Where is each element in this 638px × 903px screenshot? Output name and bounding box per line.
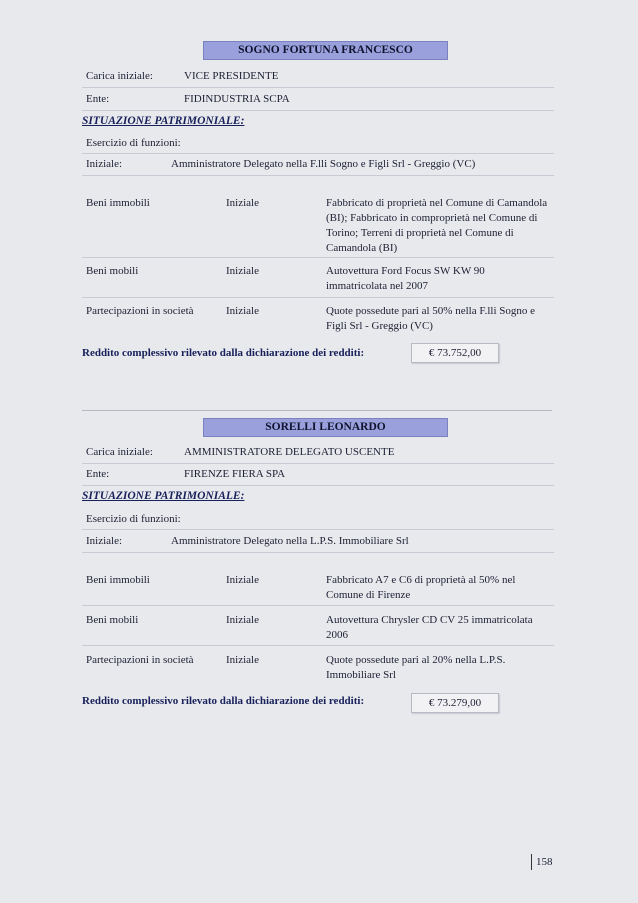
reddito-label: Reddito complessivo rilevato dalla dichiarazione dei redditi: [82, 347, 365, 359]
partecipazioni-tipo: Iniziale [226, 305, 259, 317]
beni-immobili-label: Beni immobili [86, 574, 150, 586]
section-divider [82, 410, 552, 411]
beni-immobili-tipo: Iniziale [226, 197, 259, 209]
situazione-title: SITUAZIONE PATRIMONIALE: [82, 490, 245, 502]
carica-value: VICE PRESIDENTE [184, 70, 279, 82]
partecipazioni-label: Partecipazioni in società [86, 654, 194, 666]
beni-immobili-value: Fabbricato di proprietà nel Comune di Camandola (BI); Fabbricato in comproprietà nel Comune di Torino; Terreni di proprietà nel Comune di Camandola (BI) [326, 197, 548, 254]
ente-value: FIDINDUSTRIA SCPA [184, 93, 290, 105]
row-divider [82, 297, 554, 298]
partecipazioni-tipo: Iniziale [226, 654, 259, 666]
iniziale-value: Amministratore Delegato nella L.P.S. Immobiliare Srl [171, 535, 409, 547]
ente-label: Ente: [86, 93, 110, 105]
beni-mobili-tipo: Iniziale [226, 614, 259, 626]
partecipazioni-label: Partecipazioni in società [86, 305, 194, 317]
esercizio-label: Esercizio di funzioni: [86, 513, 181, 525]
reddito-label: Reddito complessivo rilevato dalla dichiarazione dei redditi: [82, 695, 365, 707]
row-divider [82, 175, 554, 176]
row-divider [82, 605, 554, 606]
row-divider [82, 153, 554, 154]
row-divider [82, 529, 554, 530]
person-name-header: SOGNO FORTUNA FRANCESCO [203, 41, 448, 60]
beni-immobili-tipo: Iniziale [226, 574, 259, 586]
row-divider [82, 463, 554, 464]
beni-mobili-value: Autovettura Chrysler CD CV 25 immatricolata 2006 [326, 614, 533, 641]
row-divider [82, 645, 554, 646]
beni-immobili-label: Beni immobili [86, 197, 150, 209]
beni-mobili-tipo: Iniziale [226, 265, 259, 277]
iniziale-label: Iniziale: [86, 158, 123, 170]
carica-value: AMMINISTRATORE DELEGATO USCENTE [184, 446, 395, 458]
person-name-header: SORELLI LEONARDO [203, 418, 448, 437]
beni-immobili-value: Fabbricato A7 e C6 di proprietà al 50% nel Comune di Firenze [326, 574, 516, 601]
beni-mobili-label: Beni mobili [86, 265, 139, 277]
row-divider [82, 485, 554, 486]
beni-mobili-label: Beni mobili [86, 614, 139, 626]
row-divider [82, 552, 554, 553]
row-divider [82, 257, 554, 258]
ente-value: FIRENZE FIERA SPA [184, 468, 286, 480]
partecipazioni-value: Quote possedute pari al 50% nella F.lli Sogno e Figli Srl - Greggio (VC) [326, 305, 535, 332]
page-number: 158 [531, 854, 553, 870]
situazione-title: SITUAZIONE PATRIMONIALE: [82, 115, 245, 127]
carica-label: Carica iniziale: [86, 70, 153, 82]
iniziale-label: Iniziale: [86, 535, 123, 547]
carica-label: Carica iniziale: [86, 446, 153, 458]
reddito-value-box: € 73.279,00 [411, 693, 499, 713]
partecipazioni-value: Quote possedute pari al 20% nella L.P.S. Immobiliare Srl [326, 654, 506, 681]
reddito-value-box: € 73.752,00 [411, 343, 499, 363]
ente-label: Ente: [86, 468, 110, 480]
esercizio-label: Esercizio di funzioni: [86, 137, 181, 149]
iniziale-value: Amministratore Delegato nella F.lli Sogno e Figli Srl - Greggio (VC) [171, 158, 476, 170]
row-divider [82, 87, 554, 88]
row-divider [82, 110, 554, 111]
beni-mobili-value: Autovettura Ford Focus SW KW 90 immatricolata nel 2007 [326, 265, 485, 292]
